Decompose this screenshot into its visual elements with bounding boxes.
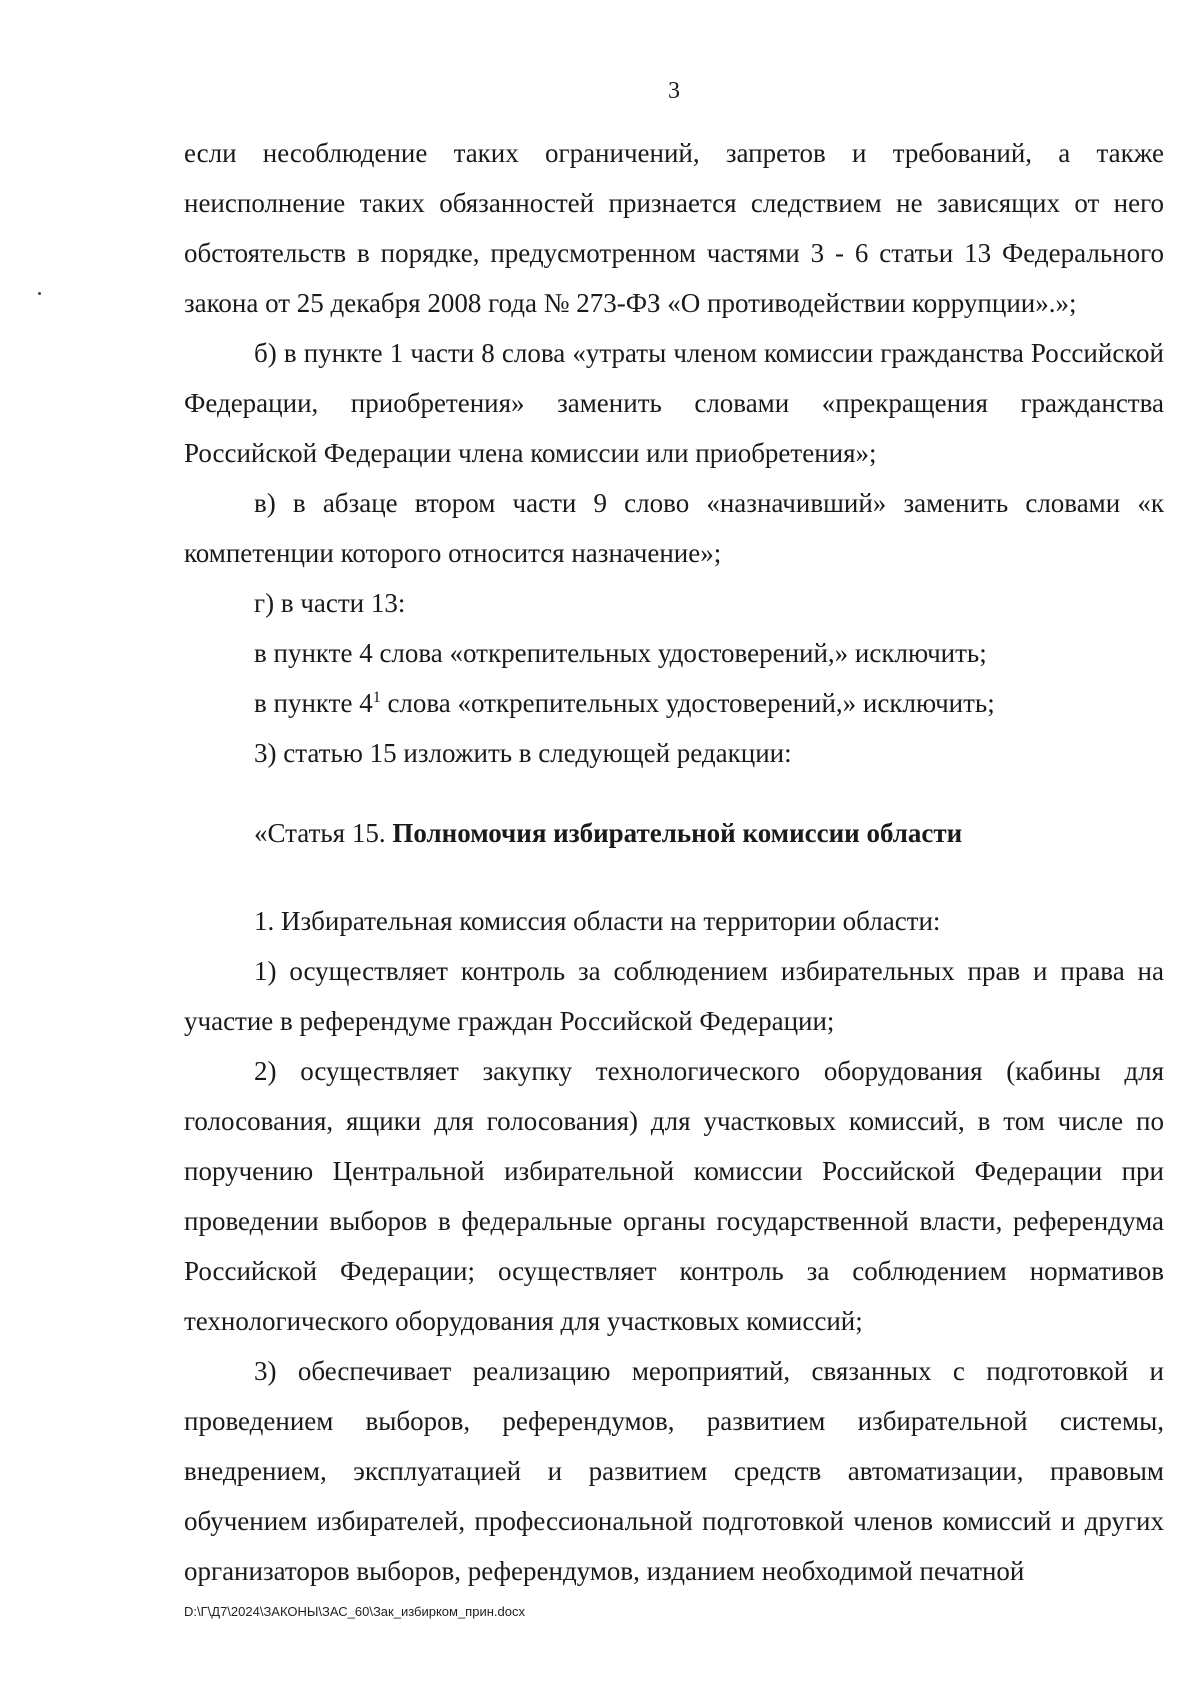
paragraph-item-v: в) в абзаце втором части 9 слово «назначивший» заменить словами «к компетенции которого относится назначение»;	[184, 488, 1164, 568]
point-text: слова «открепительных удостоверений,» исключить;	[380, 688, 995, 718]
article-heading	[184, 808, 1164, 858]
article-paragraph-1: 1. Избирательная комиссия области на территории области:	[254, 906, 941, 936]
article-heading-title: Полномочия избирательной комиссии области	[392, 818, 963, 848]
point-number: в пункте 4	[254, 688, 373, 718]
paragraph-continuation: если несоблюдение таких ограничений, запретов и требований, а также неисполнение таких обязанностей признается следствием не зависящих от него обстоятельств в порядке, предусмотренном частями 3 - 6 статьи 13 Федерального закона от 25 декабря 2008 года № 273-ФЗ «О противодействии коррупции».»;	[184, 138, 1164, 318]
page-number: 3	[668, 78, 680, 104]
article-heading-prefix: «Статья 15.	[254, 818, 393, 848]
article-subitem-3: 3) обеспечивает реализацию мероприятий, связанных с подготовкой и проведением выборов, референдумов, развитием избирательной системы, внедрением, эксплуатацией и развитием средств автоматизации, правовым обучением избирателей, профессиональной подготовкой членов комиссий и других организаторов выборов, референдумов, изданием необходимой печатной	[184, 1356, 1164, 1586]
scan-speck	[38, 292, 41, 295]
footer-file-path: D:\Г\Д7\2024\ЗАКОНЫ\ЗАС_60\Зак_избирком_прин.docx	[184, 1604, 525, 1619]
paragraph-item-3: 3) статью 15 изложить в следующей редакции:	[254, 738, 792, 768]
article-subitem-1: 1) осуществляет контроль за соблюдением избирательных прав и права на участие в референдуме граждан Российской Федерации;	[184, 956, 1164, 1036]
article-subitem-2: 2) осуществляет закупку технологического оборудования (кабины для голосования, ящики для голосования) для участковых комиссий, в том числе по поручению Центральной избирательной комиссии Российской Федерации при проведении выборов в федеральные органы государственной власти, референдума Российской Федерации; осуществляет контроль за соблюдением нормативов технологического оборудования для участковых комиссий;	[184, 1056, 1164, 1336]
document-body	[184, 128, 1164, 1596]
paragraph-item-g: г) в части 13:	[254, 588, 406, 618]
point-superscript: 1	[372, 689, 381, 706]
paragraph-point-4-1	[184, 678, 1164, 728]
paragraph-item-b: б) в пункте 1 части 8 слова «утраты членом комиссии гражданства Российской Федерации, приобретения» заменить словами «прекращения гражданства Российской Федерации члена комиссии или приобретения»;	[184, 338, 1164, 468]
paragraph-point-4: в пункте 4 слова «открепительных удостоверений,» исключить;	[254, 638, 987, 668]
